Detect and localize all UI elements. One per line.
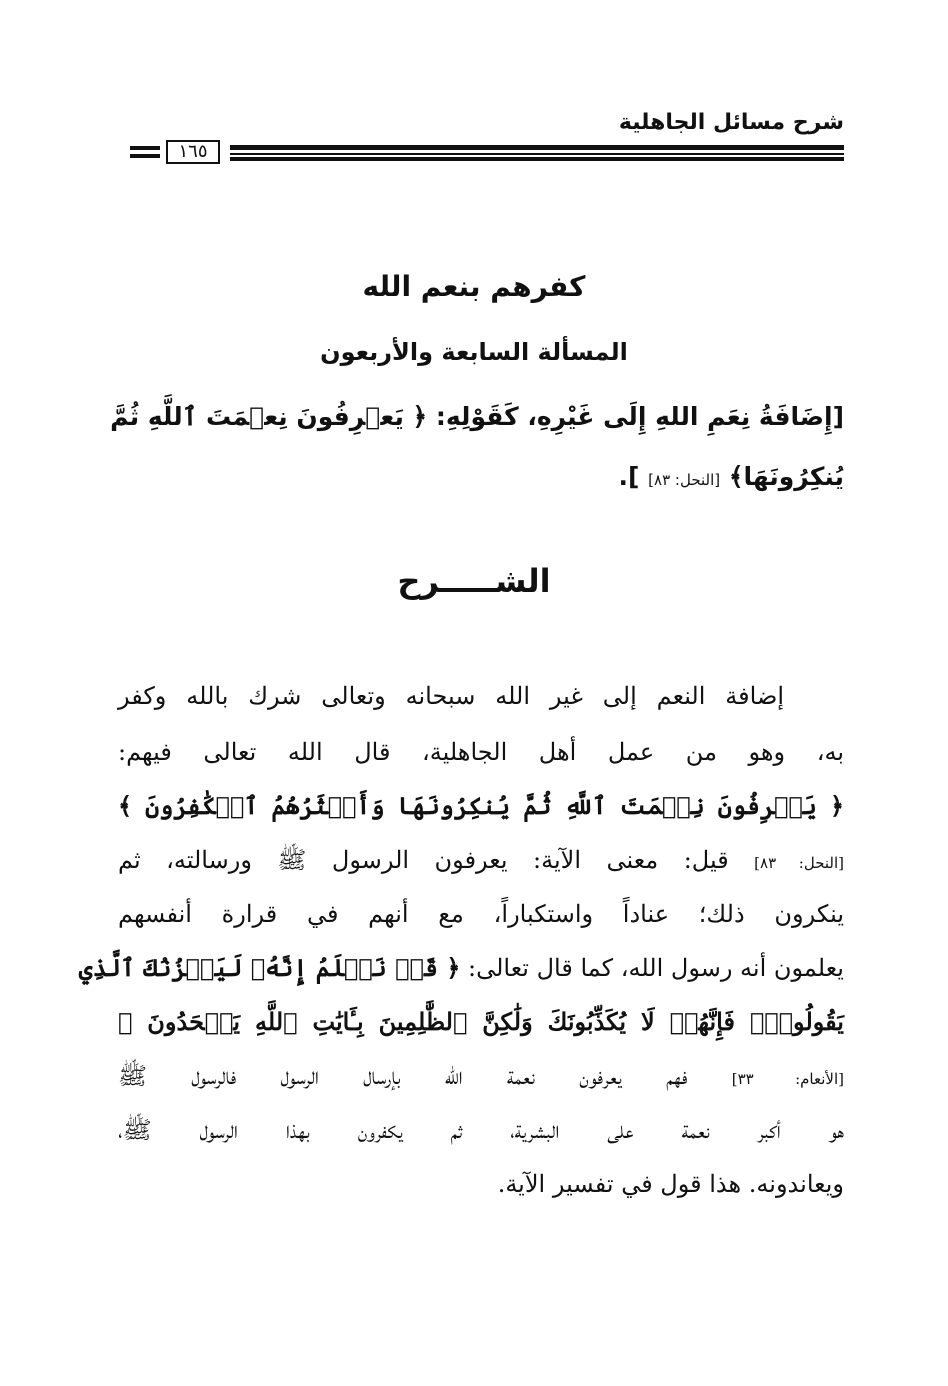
header-rule bbox=[130, 140, 844, 166]
body-text: ويعاندونه. هذا قول في تفسير الآية. bbox=[497, 1170, 844, 1198]
quran-ayah: ﴿ يَعۡرِفُونَ نِعۡمَتَ ٱللَّهِ ثُمَّ يُنكِرُونَهَا وَأَكۡثَرُهُمُ ٱلۡكَٰفِرُونَ ﴾ bbox=[118, 791, 844, 820]
body-line bbox=[118, 1156, 844, 1212]
body-line bbox=[118, 1102, 844, 1158]
body-line bbox=[118, 724, 844, 780]
quran-ayah: ﴿ قَدۡ نَعۡلَمُ إِنَّهُۥ لَيَحۡزُنُكَ ٱلَّذِي bbox=[78, 953, 461, 982]
body-text: هو أكبر نعمة على البشرية، ثم يكفرون بهذا الرسول ﷺ، bbox=[118, 1116, 844, 1144]
matn-closing: ]. bbox=[618, 462, 640, 491]
body-text: يعلمون أنه رسول الله، كما قال تعالى: bbox=[468, 954, 844, 982]
matn-verse: يُنكِرُونَهَا﴾ bbox=[728, 462, 844, 491]
rule-line bbox=[230, 153, 844, 155]
rule-line bbox=[130, 146, 160, 150]
body-text: به، وهو من عمل أهل الجاهلية، قال الله تعالى فيهم: bbox=[118, 738, 844, 766]
rule-line bbox=[130, 154, 160, 158]
body-line bbox=[118, 886, 844, 942]
body-text: إضافة النعم إلى غير الله سبحانه وتعالى شرك بالله وكفر bbox=[118, 682, 784, 710]
verse-reference: [النحل: ٨٣] bbox=[754, 854, 844, 872]
running-title: شرح مسائل الجاهلية bbox=[618, 110, 844, 135]
body-text: ينكرون ذلك؛ عناداً واستكباراً، مع أنهم في قرارة أنفسهم bbox=[118, 900, 844, 928]
verse-reference: [الأنعام: ٣٣] bbox=[731, 1070, 844, 1088]
page-number: ١٦٥ bbox=[166, 140, 220, 164]
section-subtitle: المسألة السابعة والأربعون bbox=[320, 338, 628, 366]
body-line bbox=[118, 778, 844, 834]
body-line bbox=[118, 832, 844, 888]
body-line bbox=[118, 994, 844, 1050]
rule-line bbox=[230, 157, 844, 161]
matn-line bbox=[118, 462, 844, 491]
rule-line bbox=[230, 145, 844, 150]
body-line bbox=[118, 668, 844, 724]
body-text: فهم يعرفون نعمة الله بإرسال الرسول فالرسول ﷺ bbox=[118, 1062, 688, 1090]
sharh-heading: الشـــــرح bbox=[397, 562, 551, 600]
verse-reference: [النحل: ٨٣] bbox=[648, 471, 721, 489]
body-line bbox=[118, 1048, 844, 1104]
matn-line: [إِضَافَةُ نِعَمِ اللهِ إِلَى غَيْرِهِ، كَقَوْلِهِ: ﴿ يَعۡرِفُونَ نِعۡمَتَ ٱللَّهِ ثُمَّ bbox=[110, 402, 844, 431]
quran-ayah: يَقُولُونَۖ فَإِنَّهُمۡ لَا يُكَذِّبُونَكَ وَلَٰكِنَّ ٱلظَّٰلِمِينَ بِـَٔايَٰتِ ٱللَّهِ يَجۡحَدُونَ ﴾ bbox=[118, 1007, 844, 1036]
body-text: قيل: معنى الآية: يعرفون الرسول ﷺ ورسالته، ثم bbox=[118, 846, 729, 874]
body-line bbox=[78, 940, 844, 996]
section-title: كفرهم بنعم الله bbox=[362, 270, 586, 303]
